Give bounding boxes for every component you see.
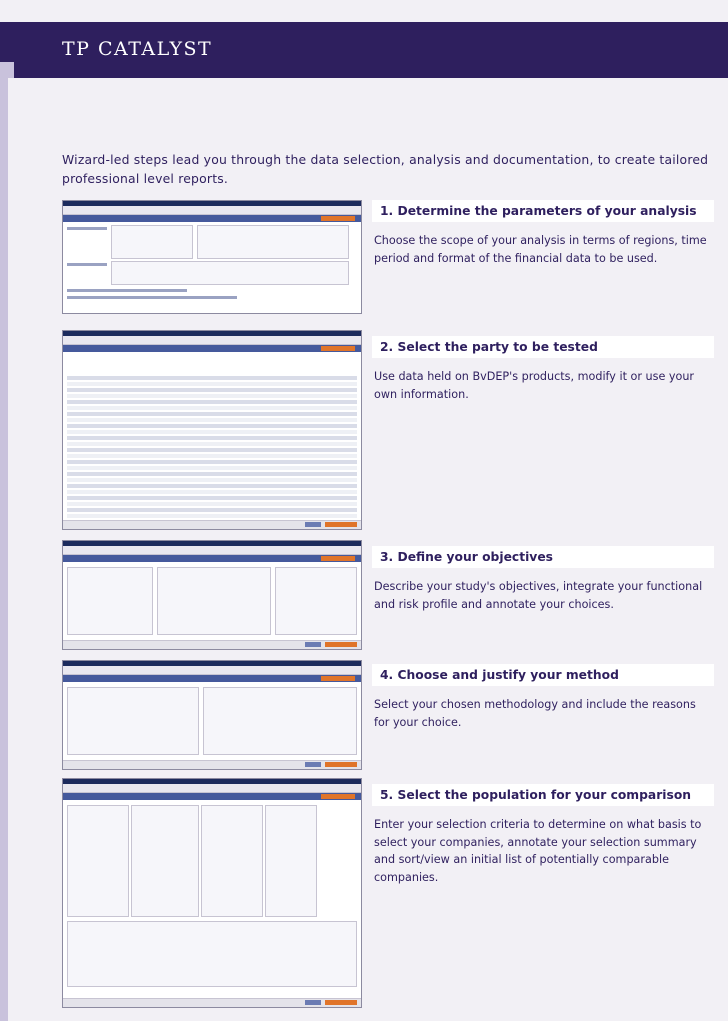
step-3-title: 3. Define your objectives	[372, 546, 714, 568]
step-3-description: Describe your study's objectives, integrate your functional and risk profile and annotate your choices.	[374, 580, 703, 611]
brochure-title: TP CATALYST	[62, 38, 213, 60]
step-2-screenshot	[62, 330, 362, 530]
step-2-description: Use data held on BvDEP's products, modify it or use your own information.	[374, 370, 695, 401]
header-notch	[0, 62, 14, 78]
step-5-title: 5. Select the population for your comparison	[372, 784, 714, 806]
step-4-title: 4. Choose and justify your method	[372, 664, 714, 686]
step-1-text	[372, 200, 714, 267]
step-2	[62, 330, 714, 528]
step-4-text	[372, 664, 714, 731]
step-5-description: Enter your selection criteria to determine on what basis to select your companies, annotate your selection summary and sort/view an initial list of potentially comparable companies.	[374, 818, 702, 884]
left-rule	[0, 78, 8, 1021]
intro-text: Wizard-led steps lead you through the data selection, analysis and documentation, to create tailored professional level reports.	[62, 152, 709, 186]
step-2-text	[372, 336, 714, 403]
step-4-description: Select your chosen methodology and include the reasons for your choice.	[374, 698, 696, 729]
step-4	[62, 660, 714, 768]
step-3-text	[372, 546, 714, 613]
step-2-title: 2. Select the party to be tested	[372, 336, 714, 358]
step-5-text	[372, 784, 714, 886]
step-1-description: Choose the scope of your analysis in terms of regions, time period and format of the financial data to be used.	[374, 234, 707, 265]
step-3	[62, 540, 714, 648]
step-3-screenshot	[62, 540, 362, 650]
step-1-title: 1. Determine the parameters of your analysis	[372, 200, 714, 222]
step-5	[62, 778, 714, 1006]
step-1-screenshot	[62, 200, 362, 314]
step-4-screenshot	[62, 660, 362, 770]
step-1	[62, 200, 714, 312]
step-5-screenshot	[62, 778, 362, 1008]
